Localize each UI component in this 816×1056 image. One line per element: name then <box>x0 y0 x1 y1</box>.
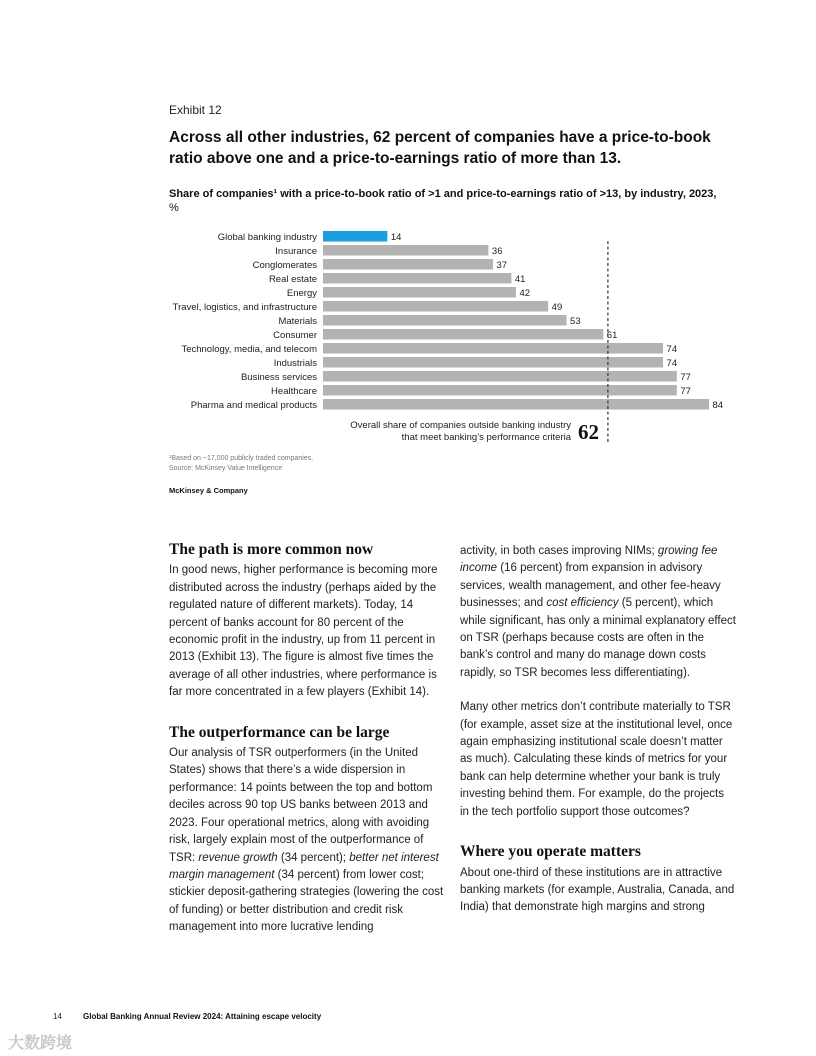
emphasis: better net interest margin management <box>169 851 439 881</box>
emphasis: cost efficiency <box>546 597 619 610</box>
bar <box>323 315 567 326</box>
paragraph: In good news, higher performance is becoming more distributed across the industry (perhaps aided by the regulated nature of different markets). Today, 14 percent of banks account for 80 percent of the economic profit in the industry, up from 11 percent in 2013 (Exhibit 13). The figure is almost five times the average of all other industries, where performance is far more concentrated in a few players (Exhibit 14). <box>169 564 438 699</box>
exhibit-label: Exhibit 12 <box>169 103 222 117</box>
data-label: 41 <box>514 273 526 285</box>
exhibit-title: Across all other industries, 62 percent of companies have a price-to-book ratio above one and a price-to-earnings ratio of more than 13. <box>169 129 711 167</box>
data-label: 36 <box>491 245 503 257</box>
reference-label: Overall share of companies outside banking industry <box>350 420 571 431</box>
text-run: (16 percent) from expansion in advisory services, wealth management, and other fee-heavy businesses; and <box>460 562 721 610</box>
page-number: 14 <box>53 1012 62 1021</box>
data-label: 61 <box>606 329 618 341</box>
bar <box>323 273 511 284</box>
emphasis: revenue growth <box>198 851 278 864</box>
text-run: (34 percent) from lower cost; stickier deposit-gathering strategies (lowering the cost of funding) or better distribution and credit risk management into more lucrative lending <box>169 868 444 934</box>
bar <box>323 301 548 312</box>
bar <box>323 259 493 270</box>
paragraph <box>169 745 445 936</box>
running-title: Global Banking Annual Review 2024: Attaining escape velocity <box>83 1012 322 1021</box>
category-label: Materials <box>278 315 317 327</box>
bar <box>323 399 709 410</box>
left-column <box>169 541 445 937</box>
bar <box>323 371 677 382</box>
reference-value-label: 62 <box>578 420 599 444</box>
category-label: Healthcare <box>271 385 317 397</box>
category-label: Pharma and medical products <box>190 399 317 411</box>
section-heading: The outperformance can be large <box>169 723 390 741</box>
bar <box>323 287 516 298</box>
bar <box>323 231 387 242</box>
category-label: Energy <box>286 287 317 299</box>
text-run: Our analysis of TSR outperformers (in the United States) shows that there’s a wide dispersion in performance: 14 points between the top and bottom deciles across 90 top US banks between 2013 and 2023. Four operational metrics, along with avoiding risk, largely explain most of the outperformance of TSR: <box>169 747 433 864</box>
category-label: Business services <box>240 371 317 383</box>
data-label: 37 <box>496 259 508 271</box>
section-heading: Where you operate matters <box>460 843 641 861</box>
data-label: 53 <box>570 315 581 327</box>
reference-label: that meet banking’s performance criteria <box>401 432 571 443</box>
bar <box>323 329 603 340</box>
data-label: 77 <box>680 371 691 383</box>
category-label: Consumer <box>273 329 317 341</box>
bar <box>323 343 663 354</box>
paragraph: Many other metrics don’t contribute materially to TSR (for example, asset size at the institutional level, once again emphasizing institutional scale doesn’t matter as much). Calculating these kinds of metrics for your bank can help determine whether your bank is truly investing behind them. For example, do the projects in the tech portfolio support those outcomes? <box>460 701 733 818</box>
section-heading: The path is more common now <box>169 541 374 558</box>
text-run: activity, in both cases improving NIMs; <box>460 545 658 557</box>
footnote <box>169 454 313 474</box>
category-label: Technology, media, and telecom <box>181 343 317 355</box>
brand-logo-text: McKinsey & Company <box>169 486 248 495</box>
category-label: Travel, logistics, and infrastructure <box>172 301 317 313</box>
data-label: 74 <box>666 357 678 369</box>
footnote-line: ¹Based on ~17,000 publicly traded companies. <box>169 455 314 462</box>
source-line: Source: McKinsey Value Intelligence <box>169 465 283 472</box>
paragraph <box>460 543 736 682</box>
category-label: Global banking industry <box>217 231 317 243</box>
watermark: 大数跨境 <box>8 1035 73 1052</box>
data-label: 74 <box>666 343 678 355</box>
bar <box>323 357 663 368</box>
data-label: 14 <box>390 231 402 243</box>
chart-subtitle-unit: % <box>169 202 179 214</box>
bar <box>323 245 488 256</box>
text-run: (5 percent), which while significant, has only a minimal explanatory effect on TSR (perhaps because costs are often in the bank’s control and many do manage down costs rapidly, so TSR becomes less differentiating). <box>460 597 736 679</box>
bar <box>323 385 677 396</box>
category-label: Conglomerates <box>252 259 317 271</box>
category-label: Industrials <box>273 357 317 369</box>
data-label: 84 <box>712 399 724 411</box>
bar-chart <box>0 0 816 460</box>
data-label: 77 <box>680 385 691 397</box>
data-label: 49 <box>551 301 563 313</box>
right-column <box>460 543 736 917</box>
data-label: 42 <box>519 287 531 299</box>
chart-subtitle-text: Share of companies¹ with a price-to-book ratio of >1 and price-to-earnings ratio of >13, by industry, 2023, <box>169 188 717 200</box>
category-label: Real estate <box>268 273 317 285</box>
emphasis: growing fee income <box>460 545 718 575</box>
category-label: Insurance <box>275 245 317 257</box>
paragraph: About one-third of these institutions are in attractive banking markets (for example, Australia, Canada, and India) that demonstrate high margins and strong <box>460 866 735 914</box>
text-run: (34 percent); <box>277 851 350 864</box>
